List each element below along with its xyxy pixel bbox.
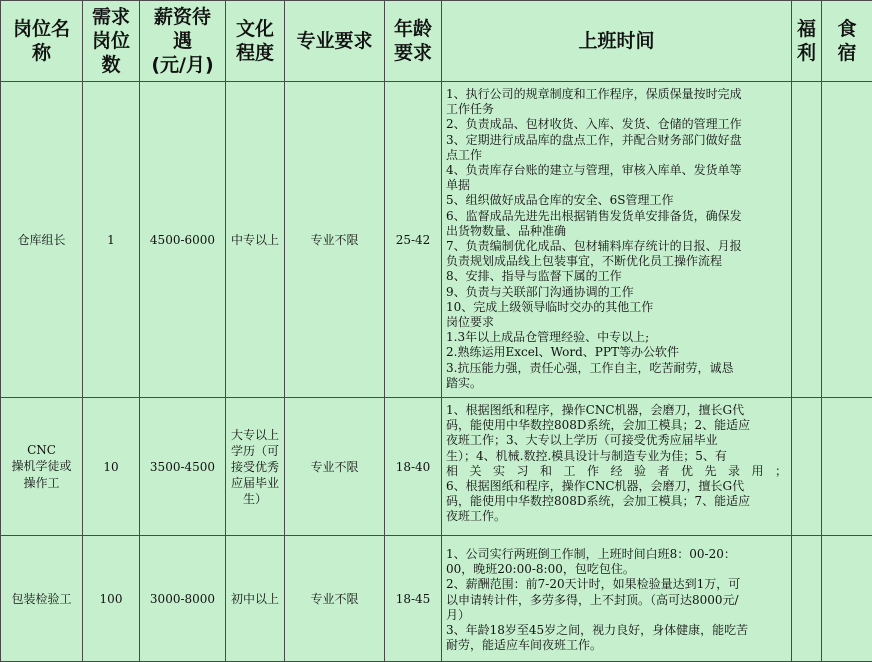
cell-quantity: 1 xyxy=(83,82,140,398)
cell-salary: 4500-6000 xyxy=(140,82,226,398)
cell-education: 初中以上 xyxy=(226,536,285,662)
cell-major: 专业不限 xyxy=(285,398,385,536)
cell-schedule: 1、公司实行两班倒工作制，上班时间白班8：00-20： 00，晚班20:00-8:00，包吃包住。 2、薪酬范围：前7-20天计时，如果检验量达到1万，可 以申请转计件，多劳多得，上不封顶。（高可达8000元/ 月） 3、年龄18岁至45岁之间，视力良好，身体健康，能吃苦 耐劳，能适应车间夜班工作。 xyxy=(442,536,792,662)
cell-age: 18-45 xyxy=(385,536,442,662)
header-schedule: 上班时间 xyxy=(442,1,792,82)
cell-welfare xyxy=(792,398,822,536)
header-education: 文化 程度 xyxy=(226,1,285,82)
cell-education: 大专以上 学历（可 接受优秀 应届毕业 生） xyxy=(226,398,285,536)
cell-welfare xyxy=(792,536,822,662)
cell-schedule: 1、执行公司的规章制度和工作程序，保质保量按时完成 工作任务 2、负责成品、包材收货、入库、发货、仓储的管理工作 3、定期进行成品库的盘点工作，并配合财务部门做好盘 点工作 4、负责库存台账的建立与管理，审核入库单、发货单等 单据 5、组织做好成品仓库的安全、6S管理工作 6、监督成品先进先出根据销售发货单安排备货，确保发 出货物数量、品种准确 7、负责编制优化成品、包材辅料库存统计的日报、月报 负责规划成品线上包装事宜，不断优化员工操作流程 8、安排、指导与监督下属的工作 9、负责与关联部门沟通协调的工作 10、完成上级领导临时交办的其他工作 岗位要求 1.3年以上成品仓管理经验、中专以上; 2.熟练运用Excel、Word、PPT等办公软件 3.抗压能力强，责任心强，工作自主，吃苦耐劳，诚恳 踏实。 xyxy=(442,82,792,398)
table-row xyxy=(1,536,872,662)
cell-position: 包装检验工 xyxy=(1,536,83,662)
header-lodging: 食 宿 xyxy=(822,1,872,82)
cell-lodging xyxy=(822,536,872,662)
cell-age: 18-40 xyxy=(385,398,442,536)
header-position: 岗位名 称 xyxy=(1,1,83,82)
cell-salary: 3500-4500 xyxy=(140,398,226,536)
header-row xyxy=(1,1,872,82)
cell-quantity: 100 xyxy=(83,536,140,662)
cell-major: 专业不限 xyxy=(285,536,385,662)
cell-quantity: 10 xyxy=(83,398,140,536)
header-age: 年龄 要求 xyxy=(385,1,442,82)
header-salary: 薪资待 遇 (元/月) xyxy=(140,1,226,82)
cell-salary: 3000-8000 xyxy=(140,536,226,662)
cell-major: 专业不限 xyxy=(285,82,385,398)
header-major: 专业要求 xyxy=(285,1,385,82)
cell-position: 仓库组长 xyxy=(1,82,83,398)
cell-schedule: 1、根据图纸和程序，操作CNC机器，会磨刀，擅长G代 码，能使用中华数控808D系统，会加工模具；2、能适应 夜班工作；3、大专以上学历（可接受优秀应届毕业 生）；4、机械.数控.模具设计与制造专业为佳；5、有 相关实习和工作经验者优先录用； 6、根据图纸和程序，操作CNC机器，会磨刀，擅长G代 码，能使用中华数控808D系统，会加工模具；7、能适应 夜班工作。 xyxy=(442,398,792,536)
cell-age: 25-42 xyxy=(385,82,442,398)
table-row xyxy=(1,82,872,398)
header-welfare: 福 利 xyxy=(792,1,822,82)
table-row xyxy=(1,398,872,536)
cell-lodging xyxy=(822,398,872,536)
cell-position: CNC 操机学徒或 操作工 xyxy=(1,398,83,536)
cell-education: 中专以上 xyxy=(226,82,285,398)
header-quantity: 需求 岗位 数 xyxy=(83,1,140,82)
cell-welfare xyxy=(792,82,822,398)
cell-lodging xyxy=(822,82,872,398)
